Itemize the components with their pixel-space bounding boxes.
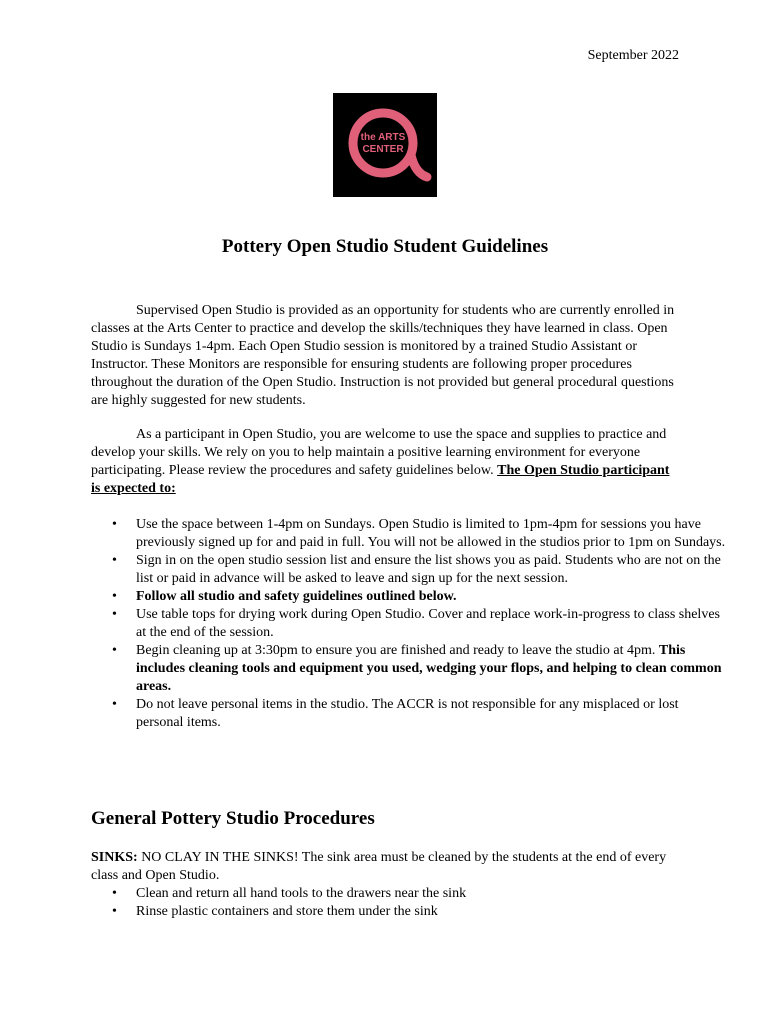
arts-center-logo (333, 93, 437, 197)
list-item (136, 552, 726, 588)
list-item (136, 588, 726, 606)
sinks-label: SINKS: (91, 850, 138, 865)
intro-paragraph-2-text: As a participant in Open Studio, you are welcome to use the space and supplies to practice and develop your skills. We rely on you to help maintain a positive learning environment for everyone participating. Please review the procedures and safety guidelines below. (91, 427, 667, 478)
intro-paragraph-2 (91, 426, 681, 498)
arts-center-logo-mark (333, 93, 437, 197)
intro-paragraph-1: Supervised Open Studio is provided as an opportunity for students who are currently enrolled in classes at the Arts Center to practice and develop the skills/techniques they have learned in class. Open Studio is Sundays 1-4pm. Each Open Studio session is monitored by a trained Studio Assistant or Instructor. These Monitors are responsible for ensuring students are following proper procedures throughout the duration of the Open Studio. Instruction is not provided but general procedural questions are highly suggested for new students. (91, 303, 675, 408)
list-item-text: Use table tops for drying work during Open Studio. Cover and replace work-in-progress to class shelves at the end of the session. (136, 607, 720, 640)
participant-expectations-heading: The Open Studio participant is expected to: (91, 463, 670, 496)
logo-text-line1: the ARTS (360, 132, 406, 143)
list-item (136, 516, 726, 552)
list-item-text: Do not leave personal items in the studio. The ACCR is not responsible for any misplaced or lost personal items. (136, 697, 679, 730)
list-item-text: Use the space between 1-4pm on Sundays. Open Studio is limited to 1pm-4pm for sessions you have previously signed up for and paid in full. You will not be allowed in the studios prior to 1pm on Sundays. (136, 517, 726, 550)
list-item-bold: Follow all studio and safety guidelines outlined below. (136, 589, 457, 604)
logo-text-line2: CENTER (362, 144, 404, 155)
page-title: Pottery Open Studio Student Guidelines (221, 236, 549, 257)
list-item (136, 642, 726, 696)
list-item-text: Sign in on the open studio session list and ensure the list shows you as paid. Students who are not on the list or paid in advance will be asked to leave and sign up for the next session. (136, 553, 721, 586)
list-item: • Rinse plastic containers and store them under the sink (136, 903, 726, 921)
sinks-text: NO CLAY IN THE SINKS! The sink area must be cleaned by the students at the end of every class and Open Studio. (91, 850, 667, 883)
list-item: • Clean and return all hand tools to the drawers near the sink (136, 885, 726, 903)
list-item-text: Begin cleaning up at 3:30pm to ensure you are finished and ready to leave the studio at 4pm. (136, 643, 659, 658)
list-item-bold: This includes cleaning tools and equipment you used, wedging your flops, and helping to clean common areas. (136, 643, 722, 694)
participant-expectations-list (91, 516, 726, 732)
procedures-heading: General Pottery Studio Procedures (91, 808, 375, 829)
list-item (136, 606, 726, 642)
document-date: September 2022 (587, 48, 679, 63)
sinks-list (91, 885, 726, 921)
sinks-paragraph (91, 849, 681, 885)
list-item (136, 696, 726, 732)
